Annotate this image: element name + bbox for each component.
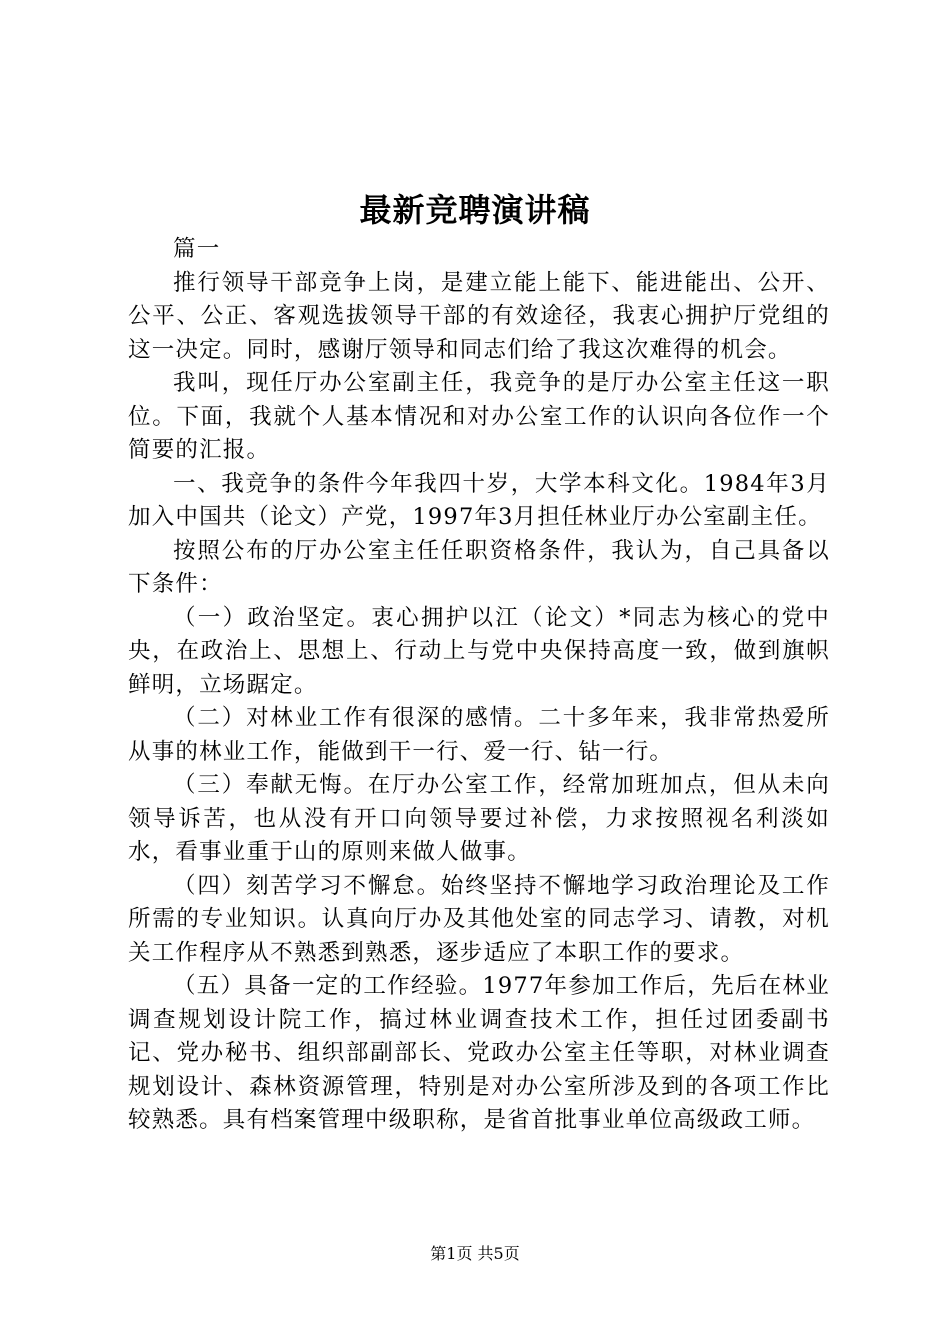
paragraph-conditions-overview: 一、我竞争的条件今年我四十岁，大学本科文化。1984年3月加入中国共（论文）产党，1997年3月担任林业厅办公室副主任。 xyxy=(128,470,830,530)
paragraph-item-4: （四）刻苦学习不懈怠。始终坚持不懈地学习政治理论及工作所需的专业知识。认真向厅办及其他处室的同志学习、请教，对机关工作程序从不熟悉到熟悉，逐步适应了本职工作的要求。 xyxy=(128,872,830,966)
document-title: 最新竞聘演讲稿 xyxy=(359,191,591,229)
paragraph-intro: 推行领导干部竞争上岗，是建立能上能下、能进能出、公开、公平、公正、客观选拔领导干部的有效途径，我衷心拥护厅党组的这一决定。同时，感谢厅领导和同志们给了我这次难得的机会。 xyxy=(128,269,830,363)
paragraph-item-2: （二）对林业工作有很深的感情。二十多年来，我非常热爱所从事的林业工作，能做到干一行、爱一行、钻一行。 xyxy=(128,705,830,765)
document-body xyxy=(128,233,830,1138)
page-footer: 第1页 共5页 xyxy=(430,1244,520,1263)
paragraph-item-3: （三）奉献无悔。在厅办公室工作，经常加班加点，但从未向领导诉苦，也从没有开口向领导要过补偿，力求按照视名利淡如水，看事业重于山的原则来做人做事。 xyxy=(128,772,830,865)
paragraph-item-5: （五）具备一定的工作经验。1977年参加工作后，先后在林业调查规划设计院工作，搞过林业调查技术工作，担任过团委副书记、党办秘书、组织部副部长、党政办公室主任等职，对林业调查规划设计、森林资源管理，特别是对办公室所涉及到的各项工作比较熟悉。具有档案管理中级职称，是省首批事业单位高级政工师。 xyxy=(128,973,830,1133)
paragraph-section-label: 篇一 xyxy=(173,236,221,262)
paragraph-self-introduction: 我叫，现任厅办公室副主任，我竞争的是厅办公室主任这一职位。下面，我就个人基本情况和对办公室工作的认识向各位作一个简要的汇报。 xyxy=(128,370,830,463)
paragraph-item-1: （一）政治坚定。衷心拥护以江（论文）*同志为核心的党中央，在政治上、思想上、行动上与党中央保持高度一致，做到旗帜鲜明，立场踞定。 xyxy=(128,604,830,698)
paragraph-qualifications-lead: 按照公布的厅办公室主任任职资格条件，我认为，自己具备以下条件： xyxy=(128,537,830,597)
